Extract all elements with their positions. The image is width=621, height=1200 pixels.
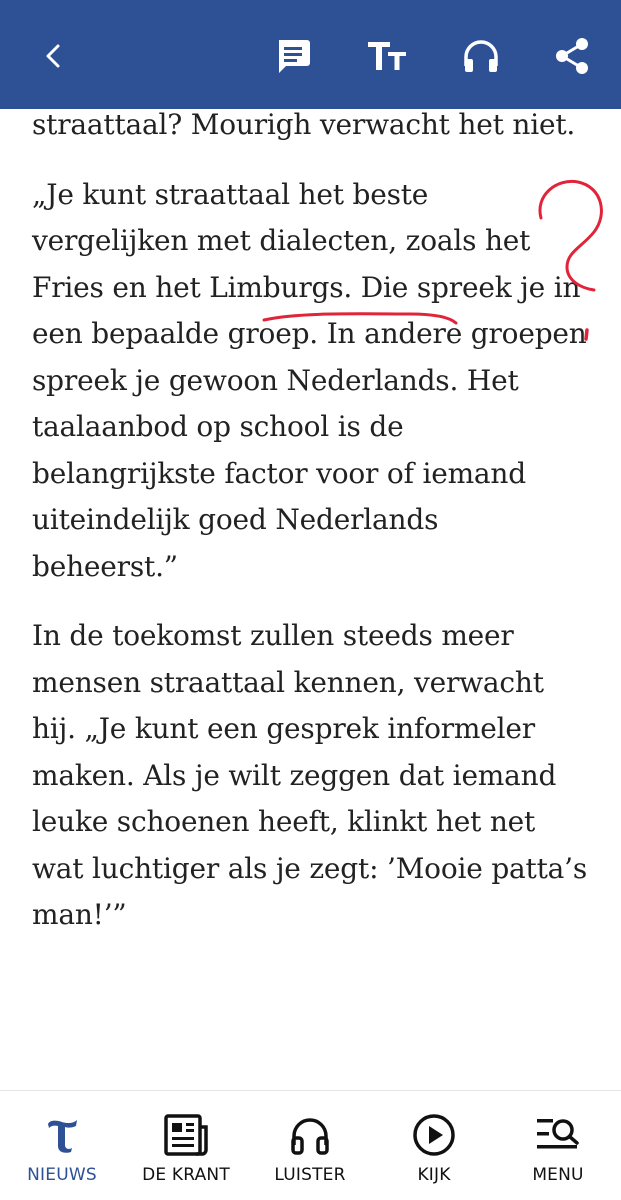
- headphones-icon: [461, 36, 501, 76]
- nav-label: NIEUWS: [27, 1165, 97, 1185]
- menu-search-icon: [533, 1113, 583, 1157]
- share-button[interactable]: [546, 30, 598, 82]
- play-circle-icon: [411, 1112, 457, 1158]
- comment-icon: [273, 36, 313, 76]
- bottom-navigation: [0, 1090, 621, 1200]
- text-size-icon: [366, 38, 408, 74]
- telegraaf-logo-icon: [42, 1115, 82, 1155]
- comments-button[interactable]: [267, 30, 319, 82]
- nav-label: DE KRANT: [142, 1165, 230, 1185]
- article-paragraph: In de toekomst zullen steeds meer mensen straattaal kennen, verwacht hij. „Je kunt een gesprek informeler maken. Als je wilt zeggen dat iemand leuke schoenen heeft, klinkt het net wat luchtiger als je zegt: ’Mooie patta’s man!’”: [32, 619, 587, 931]
- nav-label: MENU: [532, 1165, 584, 1185]
- top-app-bar: [0, 0, 621, 109]
- nav-item-luister[interactable]: [248, 1091, 372, 1200]
- article-paragraph: straattaal? Mourigh verwacht het niet.: [32, 108, 576, 141]
- listen-button[interactable]: [455, 30, 507, 82]
- newspaper-icon: [162, 1113, 210, 1157]
- nav-label: LUISTER: [274, 1165, 346, 1185]
- back-button[interactable]: [28, 30, 80, 82]
- nav-item-nieuws[interactable]: [0, 1091, 124, 1200]
- share-icon: [552, 36, 592, 76]
- headphones-icon: [288, 1113, 332, 1157]
- nav-item-kijk[interactable]: [372, 1091, 496, 1200]
- text-size-button[interactable]: [361, 30, 413, 82]
- article-body: [32, 102, 592, 939]
- back-arrow-icon: [39, 41, 69, 71]
- nav-item-de-krant[interactable]: [124, 1091, 248, 1200]
- nav-item-menu[interactable]: [496, 1091, 620, 1200]
- article-paragraph: „Je kunt straattaal het beste vergelijken met dialecten, zoals het Fries en het Limburgs. Die spreek je in een bepaalde groep. In andere groepen spreek je gewoon Nederlands. Het taalaanbod op school is de belangrijkste factor voor of iemand uiteindelijk goed Nederlands beheerst.”: [32, 177, 587, 583]
- nav-label: KIJK: [417, 1165, 451, 1185]
